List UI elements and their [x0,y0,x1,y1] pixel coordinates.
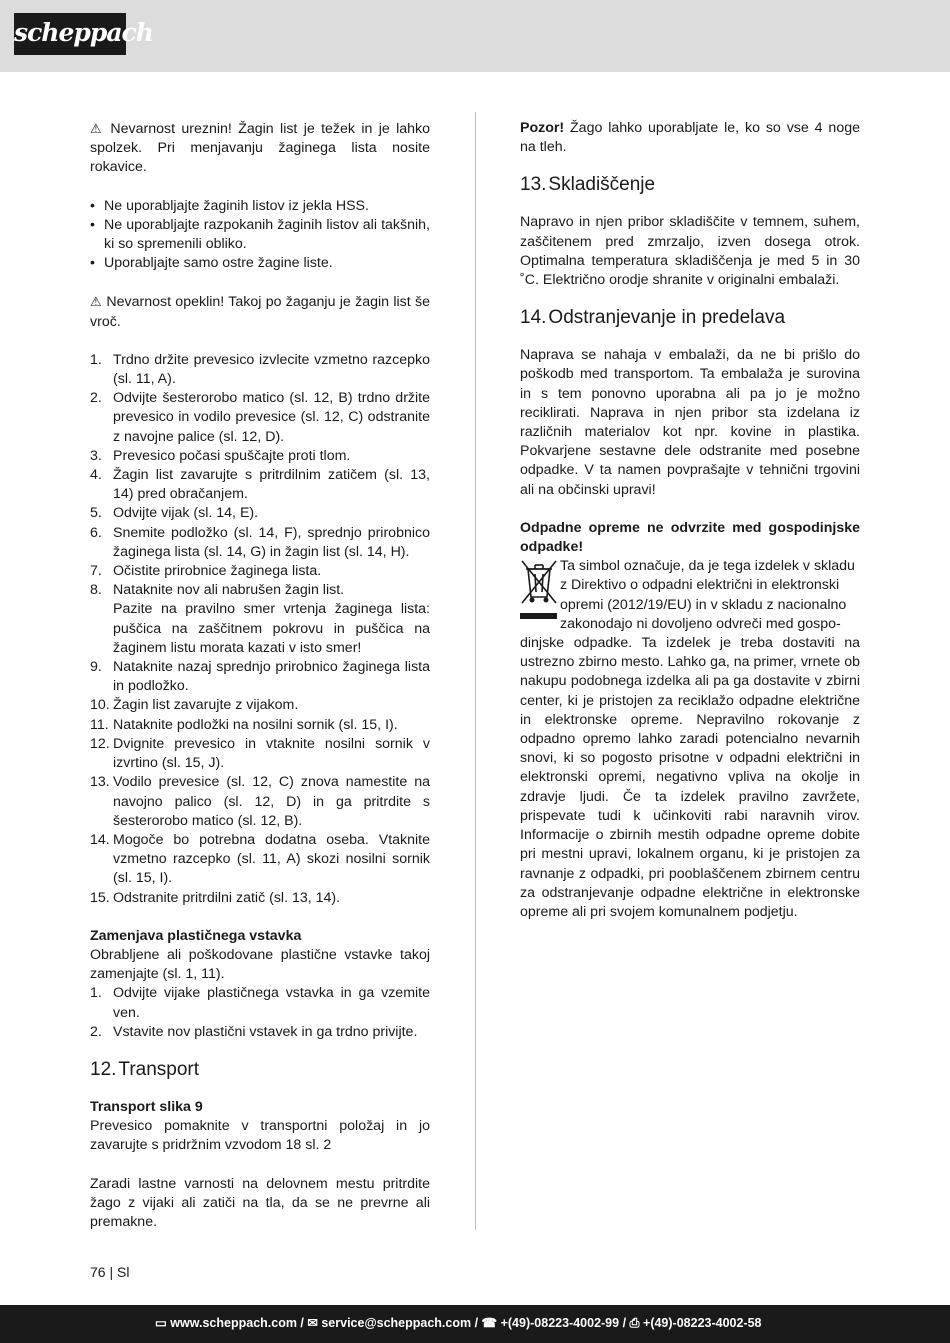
bullet-list [90,197,430,274]
phone-icon: ☎ [481,1316,498,1330]
list-item: 10. Žagin list zavarujte z vijakom. [90,697,299,714]
list-item: 5. Odvijte vijak (sl. 14, E). [90,505,259,522]
weee-text: dinjske odpadke. Ta izdelek je treba dostaviti na ustrezno zbirno mesto. Lahko ga, na primer, vrnete ob nakupu podobnega izdelka ali pa ga dostavite v zbirni center, ki je pristojen za reciklažo odpadne električne in elektronske opreme. Nepravilno rokovanje z odpadno opremo lahko zaradi potencialno nevarnih snovi, ki so pogosto prisotne v odpadni električni in elektronski opremi, negativno vpliva na okolje in zdravje ljudi. Če ta izdelek pravilno zavržete, prispevate tudi k učinkoviti rabi naravnih virov. Informacije o zbirnih mestih odpadne opreme dobite pri mestni upravi, lokalnem organu, ki je pristojen za ravnanje z odpadki, pri pooblaščenem zbirnem centru za odstranjevanje odpadne električne in elektronske opreme ali pri svojem komunalnem podjetju. [520,635,860,920]
list-item: 12. Dvignite prevesico in vtaknite nosilni sornik v izvrtino (sl. 15, J). [90,735,430,772]
list-item: 2. Vstavite nov plastični vstavek in ga trdno privijte. [90,1023,418,1040]
warning-icon: ⚠ [90,121,105,136]
website-link[interactable]: www.scheppach.com [170,1316,297,1330]
list-item: 8. Nataknite nov ali nabrušen žagin list. [90,582,345,599]
weee-block [520,557,860,634]
burn-warning [90,292,430,331]
insert-heading: Zamenjava plastičnega vstavka [90,927,302,944]
disposal-heading: 14. Odstranjevanje in predelava [520,307,786,329]
list-item: 1. Odvijte vijake plastičnega vstavka in ga vzemite ven. [90,985,430,1021]
list-item: 13. Vodilo prevesice (sl. 12, C) znova namestite na navojno palico (sl. 12, D) in ga pritrdite s šesterorobo matico (sl. 12, B). [90,774,430,829]
list-item: 1. Trdno držite prevesico izvlecite vzmetno razcepko (sl. 11, A). [90,351,430,388]
list-item: 9. Nataknite nazaj sprednjo prirobnico žaginega lista in podložko. [90,659,430,695]
list-item: 2. Odvijte šesterorobo matico (sl. 12, B) trdno držite prevesico in vodilo prevesice (sl. 12, C) odstranite z navojne palice (sl. 12, D). [90,390,430,445]
cut-warning [90,119,430,178]
fax-number: +(49)-08223-4002-58 [643,1316,762,1330]
transport-subheading: Transport slika 9 [90,1098,203,1115]
list-item: 11. Nataknite podložki na nosilni sornik (sl. 15, I). [90,716,398,733]
rotation-note: Pazite na pravilno smer vrtenja žaginega lista: puščica na zaščitnem pokrovu in puščica na žaginem listu morata kazati v isto smer! [113,601,430,656]
list-item: 14. Mogoče bo potrebna dodatna oseba. Vtaknite vzmetno razcepko (sl. 11, A) skozi nosilni sornik (sl. 15, I). [90,831,430,887]
right-column [520,119,860,922]
safety-text: Zaradi lastne varnosti na delovnem mestu pritrdite žago z vijaki ali zatiči na tla, da se ne prevrne ali premakne. [90,1175,430,1230]
list-item: • Uporabljajte samo ostre žagine liste. [90,255,333,272]
blade-change-steps [90,351,430,908]
column-divider [475,112,476,1230]
page-header [0,0,950,72]
fax-icon: ⎙ [629,1316,640,1330]
list-item: • Ne uporabljajte žaginih listov iz jekla HSS. [90,197,369,214]
phone-number: +(49)-08223-4002-99 [500,1316,620,1330]
list-item: 7. Očistite prirobnice žaginega lista. [90,563,322,580]
footer-contact: ▭ www.scheppach.com / ✉ service@scheppach.com / ☎ +(49)-08223-4002-99 / ⎙ +(49)-08223-4002-58 [155,1316,762,1330]
scheppach-logo [14,13,153,55]
transport-text: Prevesico pomaknite v transportni položaj in jo zavarujte s pridržnim vzvodom 18 sl. 2 [90,1118,430,1154]
storage-heading: 13. Skladiščenje [520,174,656,196]
insert-text: Obrabljene ali poškodovane plastične vstavke takoj zamenjajte (sl. 1, 11). [90,946,430,983]
cut-warning-text: Nevarnost ureznin! Žagin list je težek in je lahko spolzek. Pri menjavanju žaginega lista nosite rokavice. [90,121,431,176]
page-footer [0,1305,950,1343]
list-item: 6. Snemite podložko (sl. 14, F), sprednjo prirobnico žaginega lista (sl. 14, G) in žagin list (sl. 14, H). [90,524,430,560]
transport-heading: 12. Transport [90,1058,200,1080]
page-number: 76 | Sl [90,1264,130,1280]
mail-icon: ✉ [307,1316,318,1330]
weee-heading: Odpadne opreme ne odvrzite med gospodinjske odpadke! [520,519,860,556]
logo-text: scheppach [14,18,153,47]
list-item: 3. Prevesico počasi spuščajte proti tlom. [90,447,351,464]
storage-text: Napravo in njen pribor skladiščite v temnem, suhem, zaščitenem pred zmrzaljo, izven dosega otrok. Optimalna temperatura skladiščenja je med 5 in 30 ˚C. Električno orodje shranite v originalni embalaži. [520,214,860,289]
caution-paragraph: Pozor! Žago lahko uporabljate le, ko so vse 4 noge na tleh. [520,120,860,156]
weee-intro: Ta simbol označuje, da je tega izdelek v skladu z Direktivo o odpadni električni in elektronski opremi (2012/19/EU) in v skladu z nacionalno zakonodajo ni dovoljeno odvreči med gospo- [560,558,855,632]
crossed-bin-icon [520,557,560,619]
list-item: 4. Žagin list zavarujte s pritrdilnim zatičem (sl. 13, 14) pred obračanjem. [90,467,430,503]
computer-icon: ▭ [155,1316,167,1330]
disposal-text: Naprava se nahaja v embalaži, da ne bi prišlo do poškodb med transportom. Ta embalaža je surovina in s tem ponovno uporabna ali pa jo je možno reciklirati. Naprava in njen pribor sta izdelana iz različnih materialov kot npr. kovine in plastika. Pokvarjene sestavne dele odstranite med posebne odpadke. V ta namen povprašajte v tehnični trgovini ali na občinski upravi! [520,347,860,498]
left-column [90,119,430,1232]
warning-icon: ⚠ [90,294,103,310]
email-link[interactable]: service@scheppach.com [321,1316,472,1330]
list-item: 15. Odstranite pritrdilni zatič (sl. 13, 14). [90,889,341,906]
burn-warning-text: Nevarnost opeklin! Takoj po žaganju je žagin list še vroč. [90,294,430,330]
list-item: • Ne uporabljajte razpokanih žaginih listov ali takšnih, ki so spremenili obliko. [90,216,430,253]
